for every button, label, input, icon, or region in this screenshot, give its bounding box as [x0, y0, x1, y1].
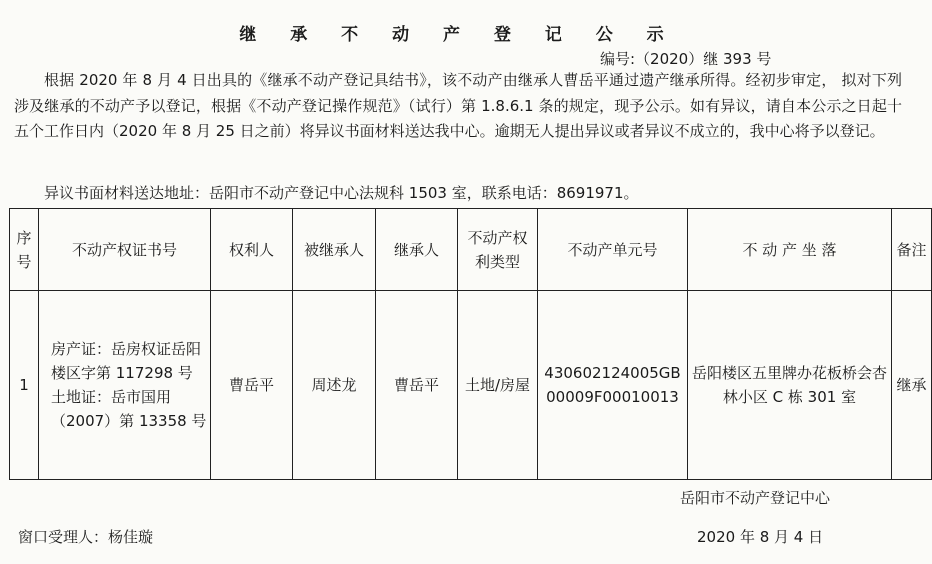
notice-table [9, 208, 932, 480]
header-heir: 继承人 [376, 209, 458, 291]
cell-heir: 曹岳平 [376, 291, 458, 480]
document-number: 编号:（2020）继 393 号 [600, 50, 772, 68]
header-seq: 序号 [10, 209, 39, 291]
cell-unit-no: 430602124005GB00009F00010013 [538, 291, 688, 480]
cell-right-holder: 曹岳平 [211, 291, 293, 480]
cell-cert-no: 房产证：岳房权证岳阳楼区字第 117298 号土地证：岳市国用（2007）第 13358 号 [39, 291, 211, 480]
cell-deceased: 周述龙 [293, 291, 376, 480]
issuing-organization: 岳阳市不动产登记中心 [680, 489, 831, 507]
cell-location: 岳阳楼区五里牌办花板桥会杏林小区 C 栋 301 室 [688, 291, 892, 480]
objection-address: 异议书面材料送达地址：岳阳市不动产登记中心法规科 1503 室，联系电话：8691971。 [44, 184, 639, 202]
header-right-holder: 权利人 [211, 209, 293, 291]
header-right-type: 不动产权利类型 [458, 209, 538, 291]
cell-remark: 继承 [892, 291, 932, 480]
cell-right-type: 土地/房屋 [458, 291, 538, 480]
header-unit-no: 不动产单元号 [538, 209, 688, 291]
document-title: 继 承 不 动 产 登 记 公 示 [239, 25, 678, 45]
header-deceased: 被继承人 [293, 209, 376, 291]
cell-seq: 1 [10, 291, 39, 480]
table-row [10, 291, 932, 480]
issue-date: 2020 年 8 月 4 日 [697, 528, 824, 546]
header-remark: 备注 [892, 209, 932, 291]
header-cert-no: 不动产权证书号 [39, 209, 211, 291]
table-header-row [10, 209, 932, 291]
header-location: 不 动 产 坐 落 [688, 209, 892, 291]
notice-body-paragraph: 根据 2020 年 8 月 4 日出具的《继承不动产登记具结书》，该不动产由继承人曹岳平通过遗产继承所得。经初步审定， 拟对下列涉及继承的不动产予以登记，根据《不动产登记操作规范》（试行）第 1.8.6.1 条的规定，现予公示。如有异议，请自本公示之日起十五个工作日内（2020 年 8 月 25 日之前）将异议书面材料送达我中心。逾期无人提出异议或者异议不成立的，我中心将予以登记。 [14, 71, 902, 140]
window-clerk: 窗口受理人：杨佳璇 [18, 528, 154, 546]
